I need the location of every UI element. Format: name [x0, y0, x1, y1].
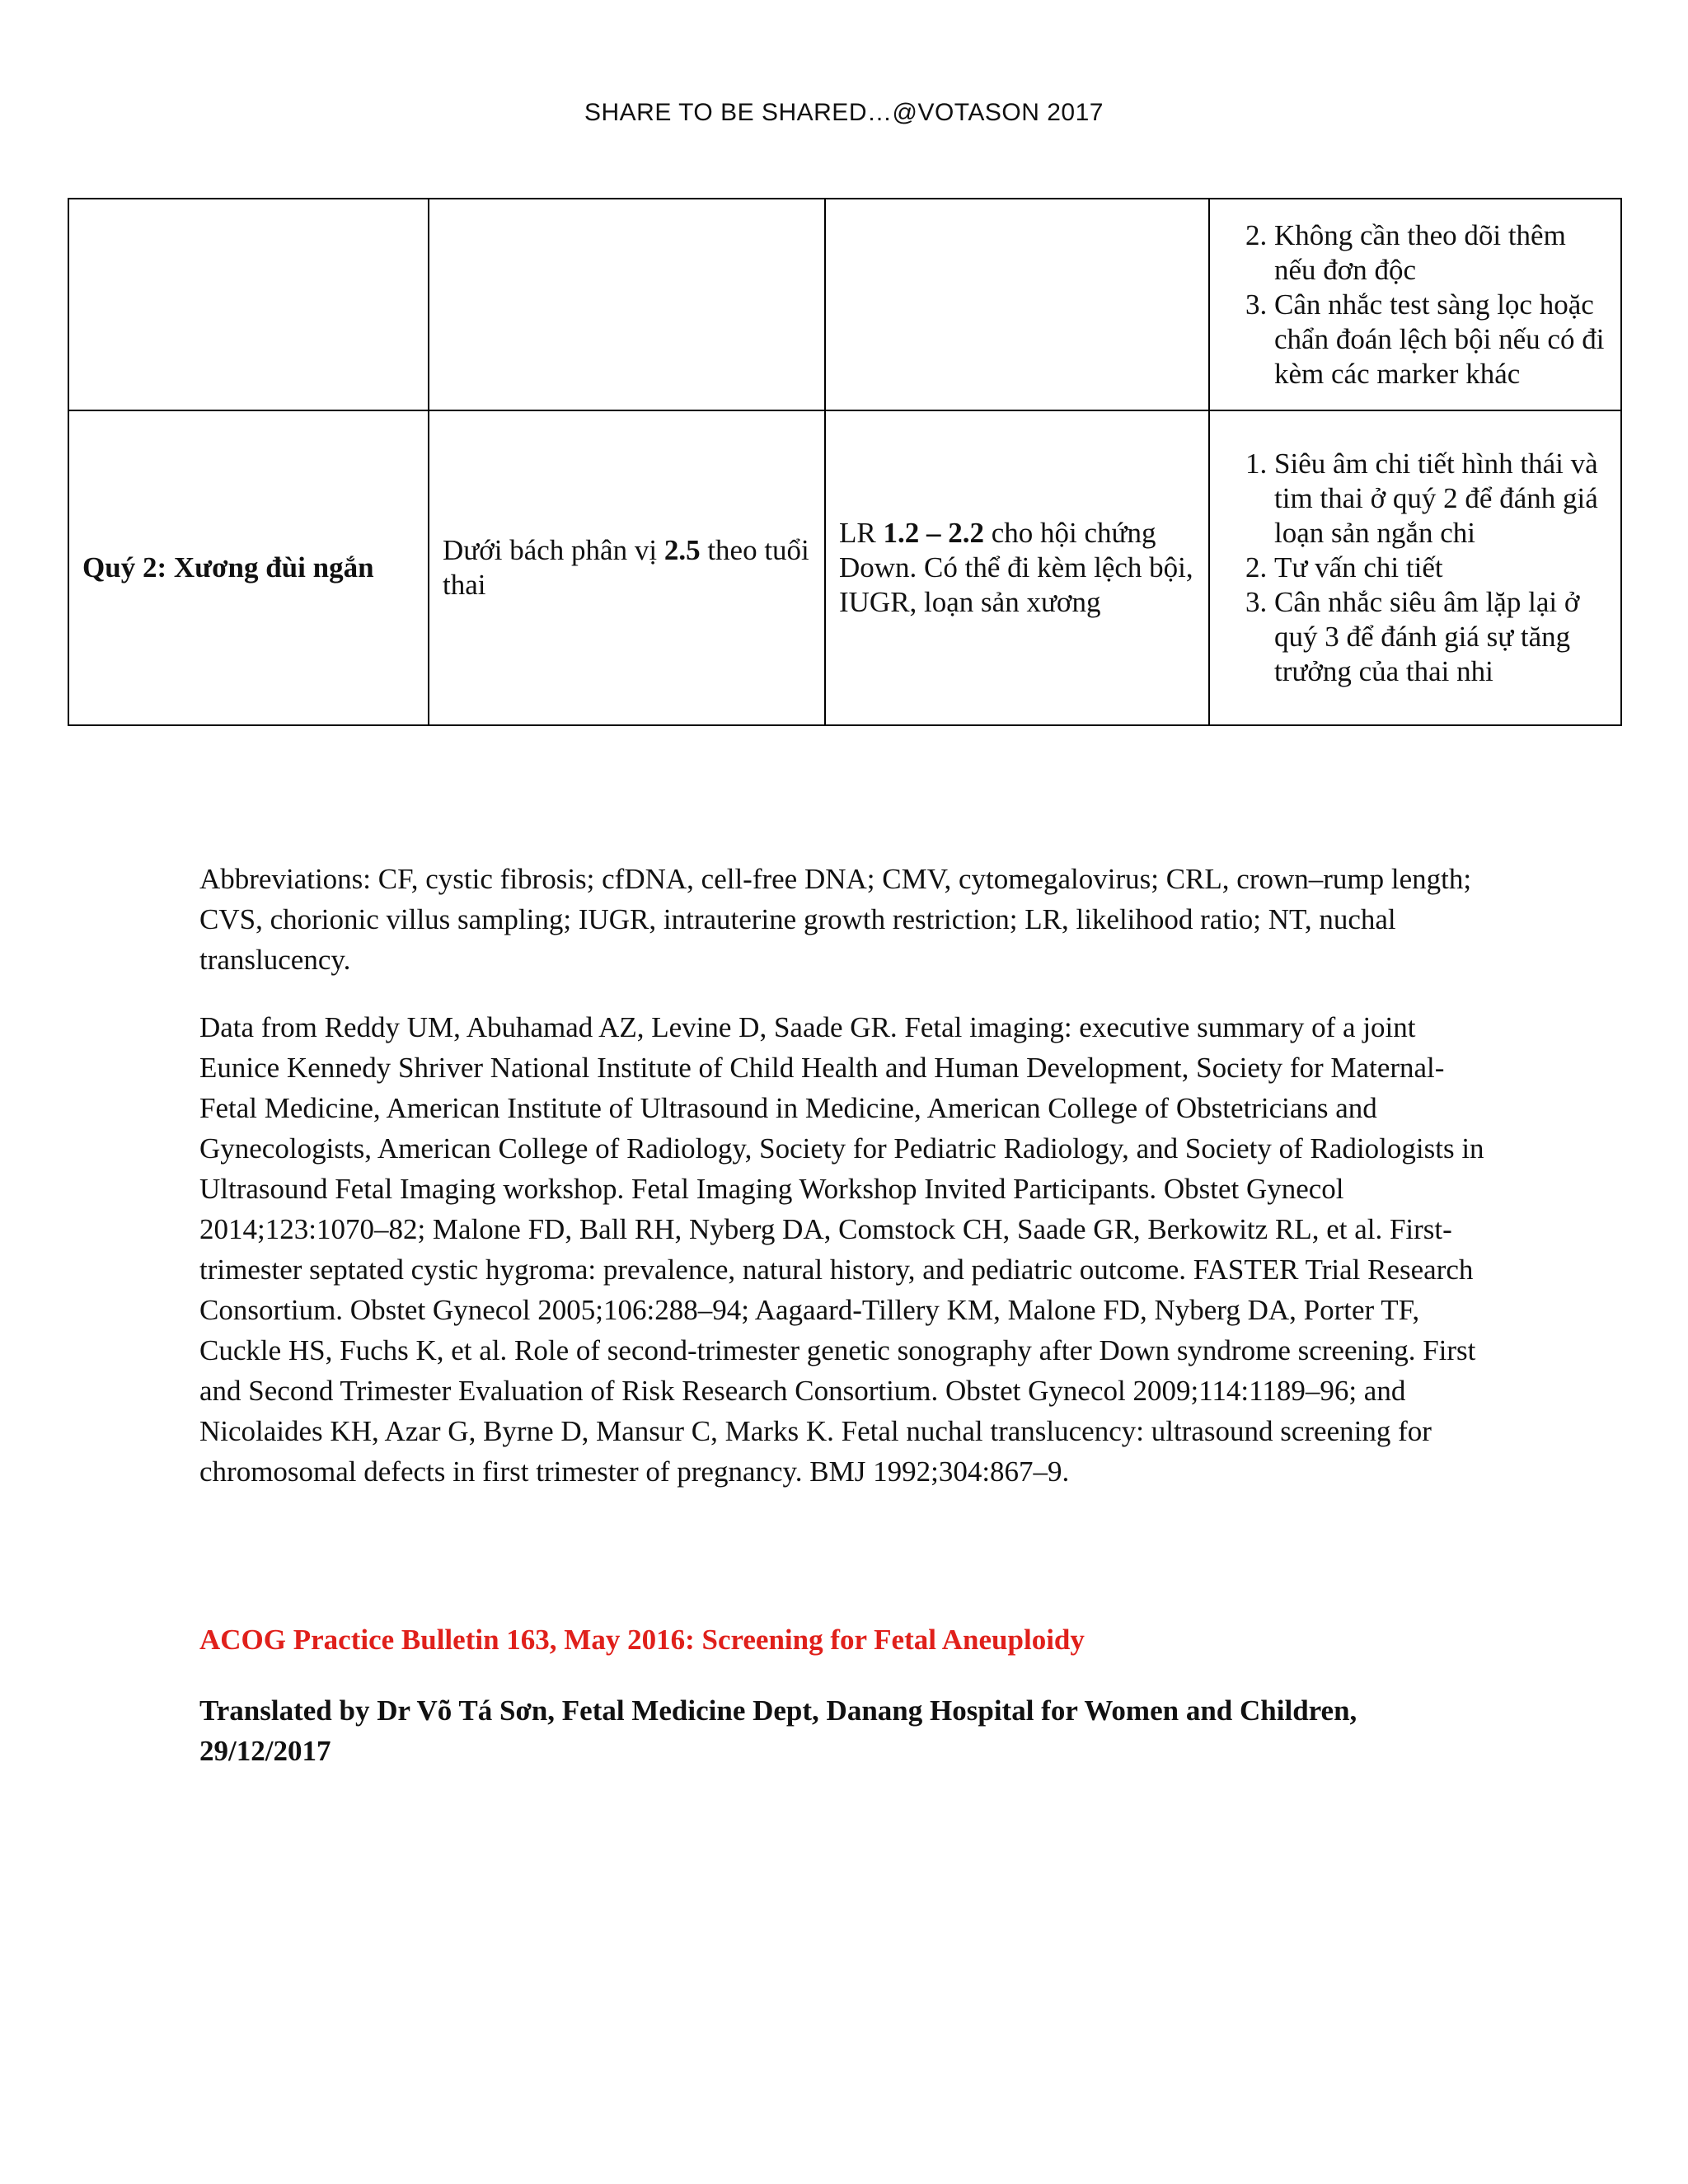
abbreviations-paragraph: Abbreviations: CF, cystic fibrosis; cfDNA, cell-free DNA; CMV, cytomegalovirus; CRL, crown–rump length; CVS, chorionic villus sampling; IUGR, intrauterine growth restriction; LR, likelihood ratio; NT, nuchal translucency. — [199, 863, 1472, 976]
definition-text: theo tuổi thai — [443, 534, 809, 601]
management-cell — [1209, 410, 1621, 725]
bulletin-title: ACOG Practice Bulletin 163, May 2016: Screening for Fetal Aneuploidy — [199, 1624, 1085, 1656]
significance-cell — [825, 199, 1209, 410]
list-item: 3. Cân nhắc test sàng lọc hoặc chẩn đoán lệch bội nếu có đi kèm các marker khác — [1274, 288, 1607, 391]
definition-value: 2.5 — [663, 534, 701, 566]
management-cell — [1209, 199, 1621, 410]
page-header: SHARE TO BE SHARED…@VOTASON 2017 — [584, 99, 1104, 126]
significance-cell — [825, 410, 1209, 725]
list-item: 2. Tư vấn chi tiết — [1274, 551, 1607, 585]
marker-label: Quý 2: Xương đùi ngắn — [82, 551, 374, 583]
table-row — [68, 199, 1621, 410]
list-item: 3. Cân nhắc siêu âm lặp lại ở quý 3 để đánh giá sự tăng trưởng của thai nhi — [1274, 585, 1607, 689]
marker-cell — [68, 410, 429, 725]
management-list — [1223, 447, 1607, 689]
list-item: 1. Siêu âm chi tiết hình thái và tim thai ở quý 2 để đánh giá loạn sản ngắn chi — [1274, 447, 1607, 551]
translator-credit: Translated by Dr Võ Tá Sơn, Fetal Medicine Dept, Danang Hospital for Women and Children, 29/12/2017 — [199, 1694, 1357, 1767]
table-row — [68, 410, 1621, 725]
definition-cell — [429, 410, 825, 725]
definition-text: Dưới bách phân vị — [443, 534, 664, 566]
significance-text: LR — [839, 517, 884, 549]
significance-text: cho hội chứng Down. Có thể đi kèm lệch bội, IUGR, loạn sản xương — [839, 517, 1193, 618]
definition-cell — [429, 199, 825, 410]
significance-value: 1.2 – 2.2 — [883, 517, 984, 549]
list-item: 2. Không cần theo dõi thêm nếu đơn độc — [1274, 218, 1607, 288]
marker-cell — [68, 199, 429, 410]
management-list — [1223, 218, 1607, 391]
references-paragraph: Data from Reddy UM, Abuhamad AZ, Levine D, Saade GR. Fetal imaging: executive summary of a joint Eunice Kennedy Shriver National Institute of Child Health and Human Development, Society for Maternal-Fetal Medicine, American Institute of Ultrasound in Medicine, American College of Obstetricians and Gynecologists, American College of Radiology, Society for Pediatric Radiology, and Society of Radiologists in Ultrasound Fetal Imaging workshop. Fetal Imaging Workshop Invited Participants. Obstet Gynecol 2014;123:1070–82; Malone FD, Ball RH, Nyberg DA, Comstock CH, Saade GR, Berkowitz RL, et al. First-trimester septated cystic hygroma: prevalence, natural history, and pediatric outcome. FASTER Trial Research Consortium. Obstet Gynecol 2005;106:288–94; Aagaard-Tillery KM, Malone FD, Nyberg DA, Porter TF, Cuckle HS, Fuchs K, et al. Role of second-trimester genetic sonography after Down syndrome screening. First and Second Trimester Evaluation of Risk Research Consortium. Obstet Gynecol 2009;114:1189–96; and Nicolaides KH, Azar G, Byrne D, Mansur C, Marks K. Fetal nuchal translucency: ultrasound screening for chromosomal defects in first trimester of pregnancy. BMJ 1992;304:867–9. — [199, 1011, 1484, 1488]
ultrasound-marker-table — [68, 198, 1622, 726]
